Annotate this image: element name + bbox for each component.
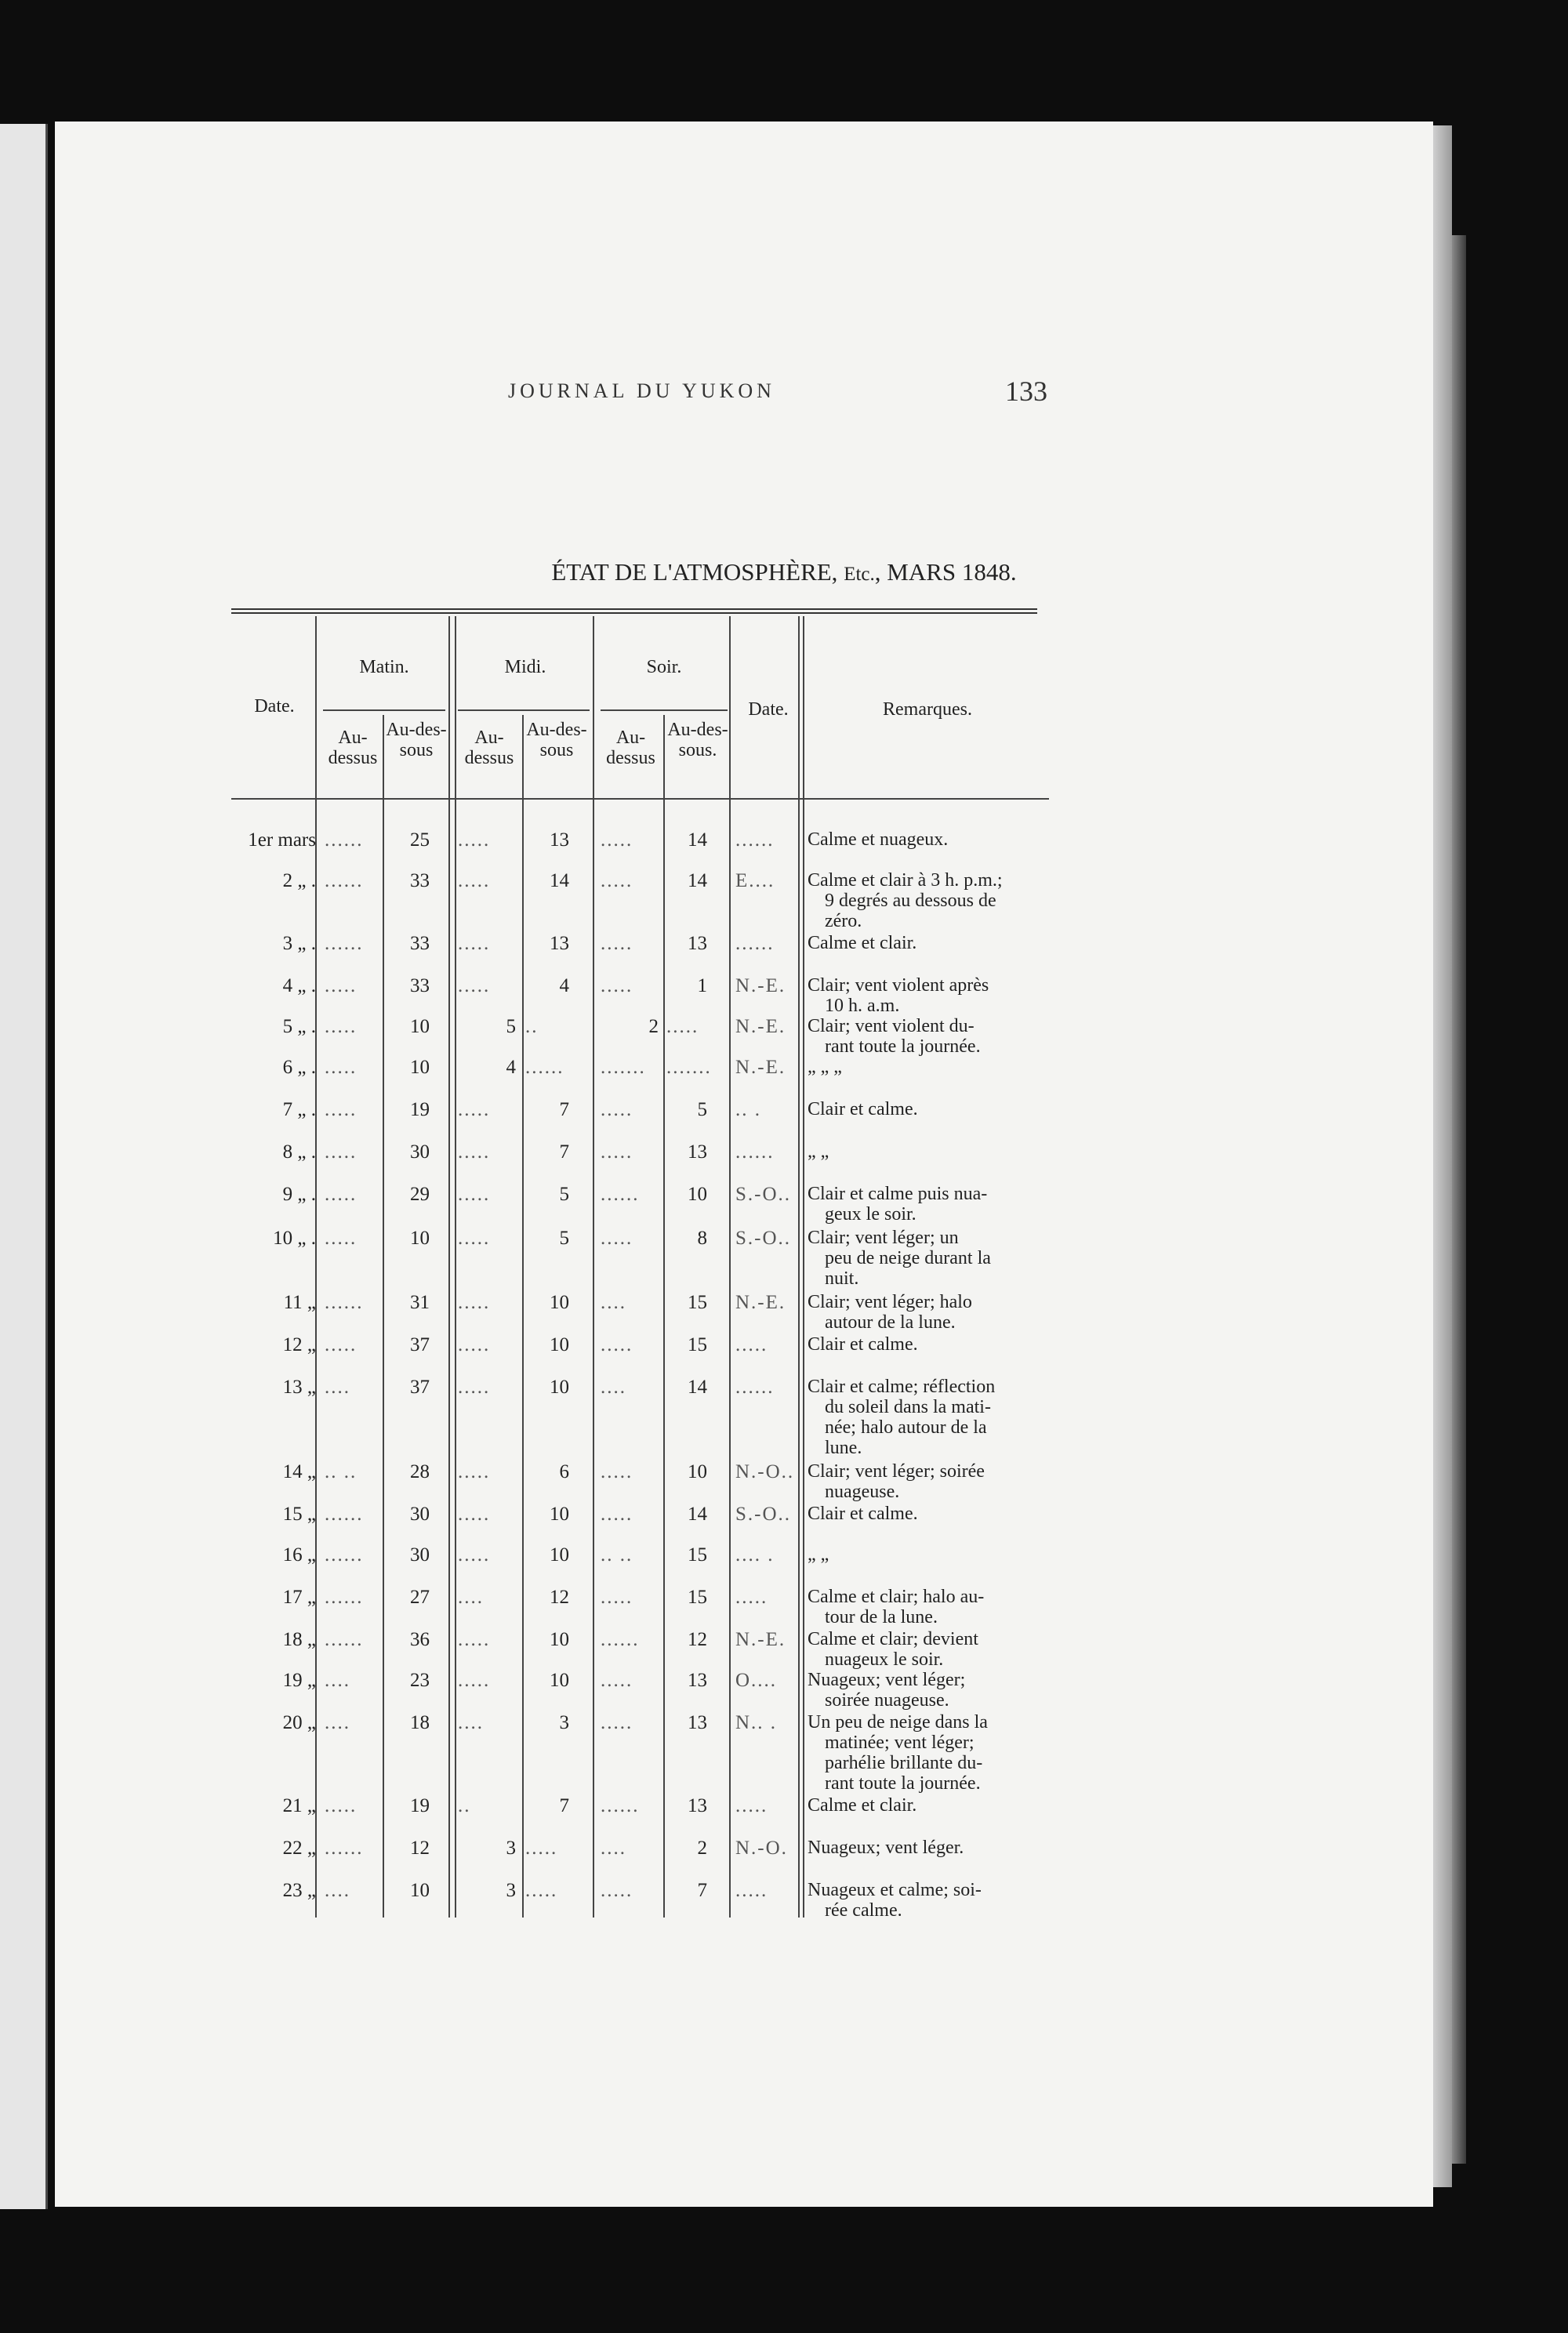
cell-m-b: 25 bbox=[410, 829, 430, 851]
cell-mi-b: 10 bbox=[550, 1292, 569, 1313]
cell-s-b: 5 bbox=[697, 1099, 707, 1120]
cell-date: 15 „ bbox=[282, 1504, 316, 1525]
table-row bbox=[0, 1292, 1568, 1333]
cell-remarks bbox=[808, 1880, 1047, 1921]
cell-remarks bbox=[808, 1334, 1047, 1355]
cell-mi-b: 10 bbox=[550, 1377, 569, 1398]
cell-s-b: 7 bbox=[697, 1880, 707, 1901]
cell-mi-a: ..... bbox=[458, 1292, 491, 1313]
cell-mi-a: ..... bbox=[458, 1629, 491, 1650]
cell-s-a: ...... bbox=[601, 1184, 640, 1205]
cell-s-b: 14 bbox=[688, 1504, 707, 1525]
col-rule bbox=[522, 715, 524, 1918]
remark-line: 10 h. a.m. bbox=[825, 996, 900, 1016]
cell-s-b: 1 bbox=[697, 975, 707, 996]
remark-line: zéro. bbox=[825, 911, 862, 931]
cell-remarks bbox=[808, 1141, 1047, 1162]
remark-line: rée calme. bbox=[825, 1900, 902, 1921]
cell-s-a: ..... bbox=[601, 1228, 633, 1249]
remark-line: Clair; vent léger; halo bbox=[808, 1292, 972, 1312]
cell-remarks bbox=[808, 1377, 1047, 1458]
cell-s-a: .. .. bbox=[601, 1544, 633, 1566]
cell-date: 20 „ bbox=[282, 1712, 316, 1733]
cell-s-a: ..... bbox=[601, 1504, 633, 1525]
cell-s-a: ..... bbox=[601, 1099, 633, 1120]
cell-s-b: 13 bbox=[688, 1141, 707, 1163]
cell-mi-b: 12 bbox=[550, 1587, 569, 1608]
matin-group-rule bbox=[323, 709, 445, 711]
cell-mi-b: ..... bbox=[525, 1838, 558, 1859]
cell-m-a: ...... bbox=[325, 933, 364, 954]
cell-m-b: 33 bbox=[410, 933, 430, 954]
cell-mi-a: ..... bbox=[458, 829, 491, 851]
remark-line: nuit. bbox=[825, 1268, 859, 1289]
cell-mi-b: .. bbox=[525, 1016, 539, 1037]
remark-line: Clair et calme. bbox=[808, 1334, 918, 1355]
cell-mi-b: 10 bbox=[550, 1670, 569, 1691]
col-wind-date-header: Date. bbox=[748, 699, 789, 720]
cell-wind: N.-E. bbox=[735, 1629, 786, 1650]
cell-m-a: ..... bbox=[325, 1141, 358, 1163]
cell-s-a: .... bbox=[601, 1292, 626, 1313]
cell-mi-b: 13 bbox=[550, 933, 569, 954]
table-row bbox=[0, 870, 1568, 931]
cell-date: 19 „ bbox=[282, 1670, 316, 1691]
cell-s-a: ...... bbox=[601, 1795, 640, 1816]
cell-wind: ..... bbox=[735, 1334, 768, 1355]
cell-m-b: 33 bbox=[410, 975, 430, 996]
cell-date: 11 „ bbox=[283, 1292, 316, 1313]
cell-wind: ..... bbox=[735, 1587, 768, 1608]
cell-mi-a: 3 bbox=[506, 1838, 516, 1859]
cell-s-a: ..... bbox=[601, 829, 633, 851]
table-row bbox=[0, 1334, 1568, 1358]
cell-mi-a: ..... bbox=[458, 933, 491, 954]
cell-wind: ...... bbox=[735, 829, 775, 851]
cell-m-b: 10 bbox=[410, 1016, 430, 1037]
remark-line: Nuageux et calme; soi- bbox=[808, 1880, 982, 1900]
cell-remarks bbox=[808, 1099, 1047, 1119]
col-remarks-header: Remarques. bbox=[883, 699, 972, 720]
cell-s-a: ..... bbox=[601, 975, 633, 996]
cell-date: 10 „ . bbox=[273, 1228, 316, 1249]
cell-m-b: 19 bbox=[410, 1099, 430, 1120]
cell-remarks bbox=[808, 1795, 1047, 1816]
cell-date: 16 „ bbox=[282, 1544, 316, 1566]
remark-line: „ „ bbox=[808, 1544, 829, 1565]
remark-line: „ „ bbox=[808, 1141, 829, 1162]
cell-m-b: 36 bbox=[410, 1629, 430, 1650]
cell-mi-a: .... bbox=[458, 1587, 484, 1608]
cell-mi-a: ..... bbox=[458, 870, 491, 891]
cell-s-b: 15 bbox=[688, 1587, 707, 1608]
cell-wind: .... . bbox=[735, 1544, 775, 1566]
cell-wind: S.-O.. bbox=[735, 1184, 792, 1205]
cell-m-b: 28 bbox=[410, 1461, 430, 1482]
midi-below-header: Au-des-sous bbox=[526, 720, 587, 760]
cell-m-b: 37 bbox=[410, 1334, 430, 1355]
cell-mi-a: .... bbox=[458, 1712, 484, 1733]
cell-mi-a: ..... bbox=[458, 1141, 491, 1163]
cell-wind: ...... bbox=[735, 933, 775, 954]
cell-date: 21 „ bbox=[282, 1795, 316, 1816]
cell-m-a: ...... bbox=[325, 1292, 364, 1313]
remark-line: Un peu de neige dans la bbox=[808, 1712, 988, 1733]
cell-mi-b: ...... bbox=[525, 1057, 564, 1078]
cell-remarks bbox=[808, 1712, 1047, 1794]
cell-wind: N.-E. bbox=[735, 1057, 786, 1078]
cell-m-a: ...... bbox=[325, 1629, 364, 1650]
table-row bbox=[0, 1504, 1568, 1527]
cell-date: 8 „ . bbox=[282, 1141, 316, 1163]
col-rule bbox=[663, 715, 665, 1918]
cell-mi-b: 4 bbox=[559, 975, 569, 996]
cell-m-a: ..... bbox=[325, 1057, 358, 1078]
cell-wind: ...... bbox=[735, 1141, 775, 1163]
remark-line: Calme et clair; devient bbox=[808, 1629, 978, 1649]
table-row bbox=[0, 1670, 1568, 1711]
table-row bbox=[0, 1228, 1568, 1289]
cell-wind: S.-O.. bbox=[735, 1228, 792, 1249]
cell-mi-b: 13 bbox=[550, 829, 569, 851]
cell-date: 12 „ bbox=[282, 1334, 316, 1355]
cell-mi-b: 5 bbox=[559, 1228, 569, 1249]
cell-s-b: 13 bbox=[688, 1670, 707, 1691]
cell-s-a: ..... bbox=[601, 870, 633, 891]
cell-m-b: 30 bbox=[410, 1504, 430, 1525]
cell-m-b: 33 bbox=[410, 870, 430, 891]
cell-date: 6 „ . bbox=[282, 1057, 316, 1078]
remark-line: née; halo autour de la bbox=[825, 1417, 987, 1438]
cell-mi-a: 5 bbox=[506, 1016, 516, 1037]
cell-s-a: ...... bbox=[601, 1629, 640, 1650]
cell-mi-a: ..... bbox=[458, 1228, 491, 1249]
table-row bbox=[0, 829, 1568, 853]
remark-line: tour de la lune. bbox=[825, 1607, 938, 1627]
cell-remarks bbox=[808, 1292, 1047, 1333]
table-row bbox=[0, 1880, 1568, 1921]
cell-s-b: 14 bbox=[688, 870, 707, 891]
remark-line: Clair; vent violent du- bbox=[808, 1016, 975, 1036]
table-row bbox=[0, 1587, 1568, 1627]
cell-remarks bbox=[808, 1184, 1047, 1225]
page-number: 133 bbox=[1005, 376, 1047, 407]
cell-s-b: 13 bbox=[688, 1712, 707, 1733]
cell-mi-b: 10 bbox=[550, 1544, 569, 1566]
cell-m-b: 18 bbox=[410, 1712, 430, 1733]
cell-wind: ...... bbox=[735, 1377, 775, 1398]
cell-m-a: ..... bbox=[325, 1184, 358, 1205]
cell-mi-b: 10 bbox=[550, 1504, 569, 1525]
cell-m-a: .... bbox=[325, 1377, 350, 1398]
remark-line: Calme et clair à 3 h. p.m.; bbox=[808, 870, 1003, 891]
cell-remarks bbox=[808, 1057, 1047, 1077]
running-title: JOURNAL DU YUKON bbox=[508, 379, 775, 402]
remark-line: Clair; vent violent après bbox=[808, 975, 989, 996]
cell-remarks bbox=[808, 1461, 1047, 1502]
cell-wind: N.-E. bbox=[735, 1292, 786, 1313]
table-row bbox=[0, 1099, 1568, 1123]
table-row bbox=[0, 1184, 1568, 1225]
cell-date: 7 „ . bbox=[282, 1099, 316, 1120]
cell-m-b: 37 bbox=[410, 1377, 430, 1398]
cell-date: 14 „ bbox=[282, 1461, 316, 1482]
cell-s-b: ..... bbox=[666, 1016, 699, 1037]
cell-m-a: .... bbox=[325, 1670, 350, 1691]
remark-line: Nuageux; vent léger; bbox=[808, 1670, 966, 1690]
remark-line: Clair et calme. bbox=[808, 1504, 918, 1524]
remark-line: Calme et clair. bbox=[808, 1795, 917, 1816]
soir-below-header: Au-des-sous. bbox=[667, 720, 728, 760]
col-rule bbox=[383, 715, 384, 1918]
remark-line: autour de la lune. bbox=[825, 1312, 956, 1333]
cell-s-a: ..... bbox=[601, 1712, 633, 1733]
table-row bbox=[0, 1016, 1568, 1057]
cell-date: 4 „ . bbox=[282, 975, 316, 996]
remark-line: soirée nuageuse. bbox=[825, 1690, 949, 1711]
cell-mi-b: ..... bbox=[525, 1880, 558, 1901]
cell-s-b: 15 bbox=[688, 1544, 707, 1566]
table-row bbox=[0, 1057, 1568, 1080]
cell-wind: O.... bbox=[735, 1670, 778, 1691]
table-title bbox=[0, 558, 1568, 586]
cell-s-a: .... bbox=[601, 1838, 626, 1859]
cell-m-a: ...... bbox=[325, 829, 364, 851]
table-row bbox=[0, 1838, 1568, 1861]
cell-date: 2 „ . bbox=[282, 870, 316, 891]
table-row bbox=[0, 1712, 1568, 1794]
cell-date: 1er mars bbox=[248, 829, 316, 851]
table-title-etc: Etc. bbox=[844, 564, 875, 585]
cell-wind: E.... bbox=[735, 870, 775, 891]
remark-line: parhélie brillante du- bbox=[825, 1753, 983, 1773]
cell-m-b: 30 bbox=[410, 1544, 430, 1566]
cell-wind: ..... bbox=[735, 1880, 768, 1901]
cell-mi-a: .. bbox=[458, 1795, 471, 1816]
cell-s-a: ..... bbox=[601, 1334, 633, 1355]
cell-mi-a: 3 bbox=[506, 1880, 516, 1901]
table-row bbox=[0, 933, 1568, 956]
cell-s-a: ..... bbox=[601, 1880, 633, 1901]
remark-line: rant toute la journée. bbox=[825, 1773, 981, 1794]
cell-remarks bbox=[808, 1228, 1047, 1289]
cell-m-b: 19 bbox=[410, 1795, 430, 1816]
matin-below-header: Au-des-sous bbox=[386, 720, 447, 760]
cell-m-b: 23 bbox=[410, 1670, 430, 1691]
remark-line: peu de neige durant la bbox=[825, 1248, 991, 1268]
midi-above-header: Au-dessus bbox=[464, 727, 514, 768]
cell-remarks bbox=[808, 1670, 1047, 1711]
cell-mi-b: 5 bbox=[559, 1184, 569, 1205]
remark-line: du soleil dans la mati- bbox=[825, 1397, 991, 1417]
midi-group-rule bbox=[458, 709, 590, 711]
cell-m-b: 10 bbox=[410, 1880, 430, 1901]
cell-m-a: ..... bbox=[325, 1334, 358, 1355]
remark-line: nuageuse. bbox=[825, 1482, 900, 1502]
cell-date: 17 „ bbox=[282, 1587, 316, 1608]
cell-wind: S.-O.. bbox=[735, 1504, 792, 1525]
remark-line: Calme et clair. bbox=[808, 933, 917, 953]
table-title-main: ÉTAT DE L'ATMOSPHÈRE, bbox=[551, 558, 838, 586]
cell-s-b: 8 bbox=[697, 1228, 707, 1249]
cell-mi-b: 7 bbox=[559, 1141, 569, 1163]
cell-s-a: ....... bbox=[601, 1057, 646, 1078]
remark-line: „ „ „ bbox=[808, 1057, 842, 1077]
cell-mi-b: 14 bbox=[550, 870, 569, 891]
remark-line: matinée; vent léger; bbox=[825, 1733, 975, 1753]
cell-m-b: 27 bbox=[410, 1587, 430, 1608]
cell-mi-a: ..... bbox=[458, 1377, 491, 1398]
soir-group-rule bbox=[601, 709, 728, 711]
cell-wind: N.-E. bbox=[735, 1016, 786, 1037]
cell-mi-a: ..... bbox=[458, 1461, 491, 1482]
cell-mi-a: ..... bbox=[458, 1504, 491, 1525]
cell-mi-b: 6 bbox=[559, 1461, 569, 1482]
col-date-header: Date. bbox=[254, 696, 295, 717]
cell-wind: .. . bbox=[735, 1099, 761, 1120]
cell-s-b: 15 bbox=[688, 1334, 707, 1355]
cell-s-a: .... bbox=[601, 1377, 626, 1398]
cell-m-a: .... bbox=[325, 1712, 350, 1733]
cell-wind: N.-O.. bbox=[735, 1461, 795, 1482]
table-row bbox=[0, 975, 1568, 1016]
cell-s-b: 14 bbox=[688, 829, 707, 851]
remark-line: rant toute la journée. bbox=[825, 1036, 981, 1057]
cell-m-a: ...... bbox=[325, 1544, 364, 1566]
cell-remarks bbox=[808, 1504, 1047, 1524]
cell-remarks bbox=[808, 1544, 1047, 1565]
cell-remarks bbox=[808, 1587, 1047, 1627]
cell-mi-a: 4 bbox=[506, 1057, 516, 1078]
cell-s-a: ..... bbox=[601, 933, 633, 954]
remark-line: lune. bbox=[825, 1438, 862, 1458]
cell-date: 13 „ bbox=[282, 1377, 316, 1398]
remark-line: 9 degrés au dessous de bbox=[825, 891, 996, 911]
remark-line: Calme et clair; halo au- bbox=[808, 1587, 985, 1607]
cell-remarks bbox=[808, 870, 1047, 931]
remark-line: Clair; vent léger; un bbox=[808, 1228, 959, 1248]
cell-remarks bbox=[808, 975, 1047, 1016]
cell-mi-b: 3 bbox=[559, 1712, 569, 1733]
cell-date: 22 „ bbox=[282, 1838, 316, 1859]
cell-mi-a: ..... bbox=[458, 1544, 491, 1566]
cell-m-b: 30 bbox=[410, 1141, 430, 1163]
remark-line: Calme et nuageux. bbox=[808, 829, 949, 850]
cell-wind: N.-O. bbox=[735, 1838, 788, 1859]
cell-m-b: 10 bbox=[410, 1057, 430, 1078]
cell-wind: ..... bbox=[735, 1795, 768, 1816]
cell-m-a: .. .. bbox=[325, 1461, 358, 1482]
table-row bbox=[0, 1141, 1568, 1165]
remark-line: geux le soir. bbox=[825, 1204, 916, 1225]
table-row bbox=[0, 1795, 1568, 1819]
cell-s-b: 2 bbox=[697, 1838, 707, 1859]
cell-s-b: 13 bbox=[688, 1795, 707, 1816]
cell-m-a: ...... bbox=[325, 1587, 364, 1608]
cell-remarks bbox=[808, 1838, 1047, 1858]
cell-s-b: 10 bbox=[688, 1184, 707, 1205]
remark-line: Clair; vent léger; soirée bbox=[808, 1461, 985, 1482]
cell-m-b: 12 bbox=[410, 1838, 430, 1859]
table-row bbox=[0, 1377, 1568, 1458]
cell-mi-b: 7 bbox=[559, 1795, 569, 1816]
cell-s-a: ..... bbox=[601, 1587, 633, 1608]
cell-mi-b: 7 bbox=[559, 1099, 569, 1120]
cell-s-b: 12 bbox=[688, 1629, 707, 1650]
cell-date: 9 „ . bbox=[282, 1184, 316, 1205]
remark-line: nuageux le soir. bbox=[825, 1649, 944, 1670]
cell-date: 3 „ . bbox=[282, 933, 316, 954]
cell-remarks bbox=[808, 829, 1047, 850]
cell-remarks bbox=[808, 1016, 1047, 1057]
cell-mi-a: ..... bbox=[458, 1184, 491, 1205]
cell-wind: N.-E. bbox=[735, 975, 786, 996]
cell-wind: N.. . bbox=[735, 1712, 778, 1733]
cell-m-a: ...... bbox=[325, 1504, 364, 1525]
cell-m-a: ...... bbox=[325, 1838, 364, 1859]
table-title-date: , MARS 1848. bbox=[874, 558, 1017, 586]
cell-m-a: ..... bbox=[325, 1016, 358, 1037]
matin-above-header: Au-dessus bbox=[328, 727, 378, 768]
cell-s-a: ..... bbox=[601, 1461, 633, 1482]
table-row bbox=[0, 1544, 1568, 1568]
cell-s-b: ....... bbox=[666, 1057, 712, 1078]
cell-mi-a: ..... bbox=[458, 1334, 491, 1355]
cell-mi-b: 10 bbox=[550, 1334, 569, 1355]
cell-remarks bbox=[808, 1629, 1047, 1670]
cell-s-b: 15 bbox=[688, 1292, 707, 1313]
cell-date: 18 „ bbox=[282, 1629, 316, 1650]
table-row bbox=[0, 1461, 1568, 1502]
cell-m-a: ...... bbox=[325, 870, 364, 891]
cell-m-b: 10 bbox=[410, 1228, 430, 1249]
cell-mi-a: ..... bbox=[458, 975, 491, 996]
col-soir-header: Soir. bbox=[646, 657, 682, 677]
table-row bbox=[0, 1629, 1568, 1670]
remark-line: Nuageux; vent léger. bbox=[808, 1838, 964, 1858]
cell-remarks bbox=[808, 933, 1047, 953]
cell-mi-a: ..... bbox=[458, 1099, 491, 1120]
cell-date: 5 „ . bbox=[282, 1016, 316, 1037]
cell-m-b: 29 bbox=[410, 1184, 430, 1205]
cell-m-a: .... bbox=[325, 1880, 350, 1901]
cell-s-a: ..... bbox=[601, 1141, 633, 1163]
cell-s-a: 2 bbox=[648, 1016, 659, 1037]
cell-m-a: ..... bbox=[325, 975, 358, 996]
header-bottom-rule bbox=[231, 798, 1049, 800]
table-top-rule bbox=[231, 608, 1037, 614]
remark-line: Clair et calme; réflection bbox=[808, 1377, 996, 1397]
cell-s-b: 14 bbox=[688, 1377, 707, 1398]
remark-line: Clair et calme. bbox=[808, 1099, 918, 1119]
soir-above-header: Au-dessus bbox=[606, 727, 655, 768]
cell-mi-a: ..... bbox=[458, 1670, 491, 1691]
cell-m-a: ..... bbox=[325, 1795, 358, 1816]
cell-mi-b: 10 bbox=[550, 1629, 569, 1650]
col-midi-header: Midi. bbox=[504, 657, 546, 677]
col-matin-header: Matin. bbox=[359, 657, 409, 677]
cell-m-a: ..... bbox=[325, 1099, 358, 1120]
cell-s-a: ..... bbox=[601, 1670, 633, 1691]
cell-s-b: 10 bbox=[688, 1461, 707, 1482]
remark-line: Clair et calme puis nua- bbox=[808, 1184, 988, 1204]
cell-m-a: ..... bbox=[325, 1228, 358, 1249]
cell-m-b: 31 bbox=[410, 1292, 430, 1313]
cell-s-b: 13 bbox=[688, 933, 707, 954]
cell-date: 23 „ bbox=[282, 1880, 316, 1901]
